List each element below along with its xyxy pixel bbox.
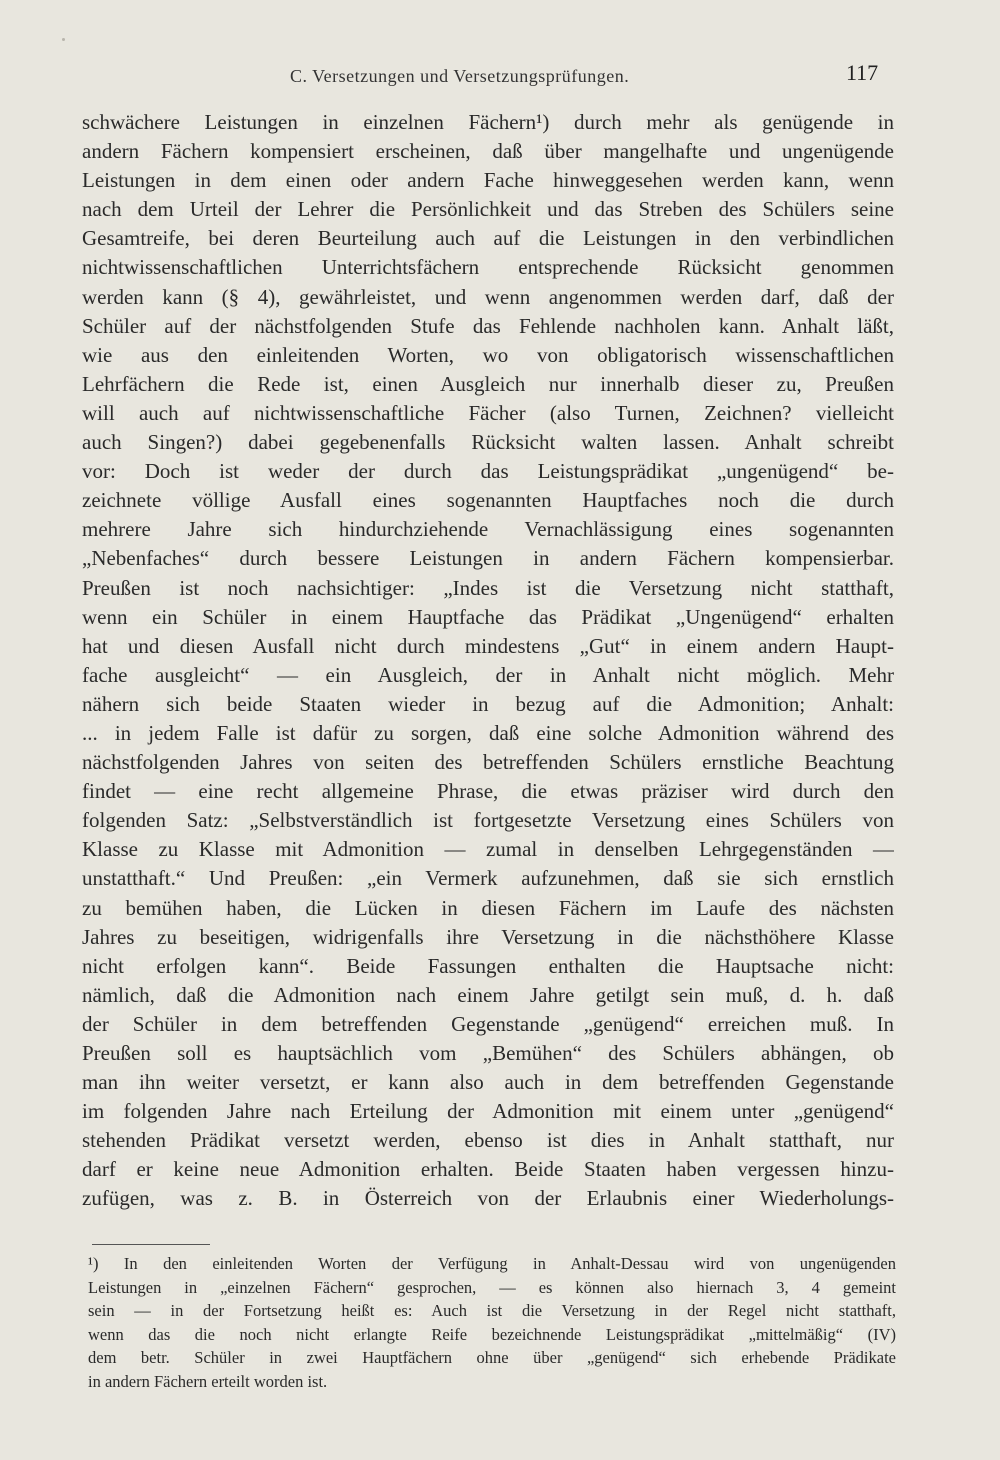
text-line: wenn ein Schüler in einem Hauptfache das Prädikat „Ungenügend“ erhalten — [82, 604, 894, 629]
text-line: folgenden Satz: „Selbstverständlich ist fortgesetzte Versetzung eines Schülers von — [82, 808, 894, 833]
footnote-line: in andern Fächern erteilt worden ist. — [88, 1371, 328, 1391]
body-text — [82, 108, 894, 1214]
footnote-line: wenn das die noch nicht erlangte Reife bezeichnende Leistungsprädikat „mittelmäßig“ (IV) — [88, 1324, 896, 1344]
text-line: werden kann (§ 4), gewährleistet, und wenn angenommen werden darf, daß der — [82, 284, 894, 309]
text-line: mehrere Jahre sich hindurchziehende Vernachlässigung eines sogenannten — [82, 517, 894, 542]
text-line: vor: Doch ist weder der durch das Leistungsprädikat „ungenügend“ be- — [82, 459, 894, 484]
text-line: zu bemühen haben, die Lücken in diesen Fächern im Laufe des nächsten — [82, 895, 894, 920]
text-line: nämlich, daß die Admonition nach einem Jahre getilgt sein muß, d. h. daß — [82, 982, 894, 1007]
text-line: zeichnete völlige Ausfall eines sogenannten Hauptfaches noch die durch — [82, 488, 894, 513]
text-line: Schüler auf der nächstfolgenden Stufe das Fehlende nachholen kann. Anhalt läßt, — [82, 313, 894, 338]
text-line: Lehrfächern die Rede ist, einen Ausgleich nur innerhalb dieser zu, Preußen — [82, 371, 894, 396]
text-line: Jahres zu beseitigen, widrigenfalls ihre Versetzung in die nächsthöhere Klasse — [82, 924, 894, 949]
text-line: hat und diesen Ausfall nicht durch mindestens „Gut“ in einem andern Haupt- — [82, 633, 894, 658]
text-line: fache ausgleicht“ — ein Ausgleich, der in Anhalt nicht möglich. Mehr — [82, 662, 894, 687]
text-line: nächstfolgenden Jahres von seiten des betreffenden Schülers ernstliche Beachtung — [82, 750, 894, 775]
page-number: 117 — [846, 60, 879, 85]
text-line: „Nebenfaches“ durch bessere Leistungen in andern Fächern kompensierbar. — [82, 546, 894, 571]
text-line: nicht erfolgen kann“. Beide Fassungen enthalten die Hauptsache nicht: — [82, 953, 894, 978]
text-line: Preußen soll es hauptsächlich vom „Bemühen“ des Schülers abhängen, ob — [82, 1041, 894, 1065]
text-line: wie aus den einleitenden Worten, wo von obligatorisch wissenschaftlichen — [82, 342, 894, 367]
text-line: zufügen, was z. B. in Österreich von der Erlaubnis einer Wiederholungs- — [82, 1186, 894, 1211]
footnote-line: ¹) In den einleitenden Worten der Verfügung in Anhalt-Dessau wird von ungenügenden — [88, 1254, 896, 1273]
text-line: Gesamtreife, bei deren Beurteilung auch auf die Leistungen in den verbindlichen — [82, 226, 894, 251]
text-line: schwächere Leistungen in einzelnen Fächern¹) durch mehr als genügende in — [82, 110, 894, 134]
text-line: nähern sich beide Staaten wieder in bezug auf die Admonition; Anhalt: — [82, 691, 894, 716]
text-line: will auch auf nichtwissenschaftliche Fächer (also Turnen, Zeichnen? vielleicht — [82, 400, 894, 425]
footnotes — [88, 1252, 896, 1394]
text-line: darf er keine neue Admonition erhalten. Beide Staaten haben vergessen hinzu- — [82, 1157, 894, 1182]
text-line: im folgenden Jahre nach Erteilung der Admonition mit einem unter „genügend“ — [82, 1099, 894, 1124]
running-head: C. Versetzungen und Versetzungsprüfungen. — [290, 66, 630, 86]
text-line: andern Fächern kompensiert erscheinen, daß über mangelhafte und ungenügende — [82, 139, 894, 164]
text-line: findet — eine recht allgemeine Phrase, die etwas präziser wird durch den — [82, 779, 894, 804]
text-line: nach dem Urteil der Lehrer die Persönlichkeit und das Streben des Schülers seine — [82, 197, 894, 222]
text-line: nichtwissenschaftlichen Unterrichtsfächern entsprechende Rücksicht genommen — [82, 255, 894, 280]
footnote-line: Leistungen in „einzelnen Fächern“ gesprochen, — es können also hiernach 3, 4 gemeint — [88, 1277, 896, 1297]
text-line: auch Singen?) dabei gegebenenfalls Rücksicht walten lassen. Anhalt schreibt — [82, 430, 894, 455]
text-line: man ihn weiter versetzt, er kann also auch in dem betreffenden Gegenstande — [82, 1070, 894, 1095]
text-line: Leistungen in dem einen oder andern Fache hinweggesehen werden kann, wenn — [82, 168, 894, 193]
paper-speck — [62, 38, 65, 41]
text-line: Preußen ist noch nachsichtiger: „Indes ist die Versetzung nicht statthaft, — [82, 575, 894, 600]
text-line: der Schüler in dem betreffenden Gegenstande „genügend“ erreichen muß. In — [82, 1011, 894, 1036]
text-line: ... in jedem Falle ist dafür zu sorgen, daß eine solche Admonition während des — [82, 720, 894, 745]
footnote-line: sein — in der Fortsetzung heißt es: Auch ist die Versetzung in der Regel nicht statthaft, — [88, 1301, 896, 1321]
text-line: stehenden Prädikat versetzt werden, ebenso ist dies in Anhalt statthaft, nur — [82, 1128, 894, 1153]
footnote-line: dem betr. Schüler in zwei Hauptfächern ohne über „genügend“ sich erhebende Prädikate — [88, 1348, 896, 1368]
footnote-rule — [92, 1244, 210, 1245]
text-line: Klasse zu Klasse mit Admonition — zumal in denselben Lehrgegenständen — — [82, 837, 894, 862]
page-header — [0, 60, 1000, 90]
text-line: unstatthaft.“ Und Preußen: „ein Vermerk aufzunehmen, daß sie sich ernstlich — [82, 866, 894, 891]
